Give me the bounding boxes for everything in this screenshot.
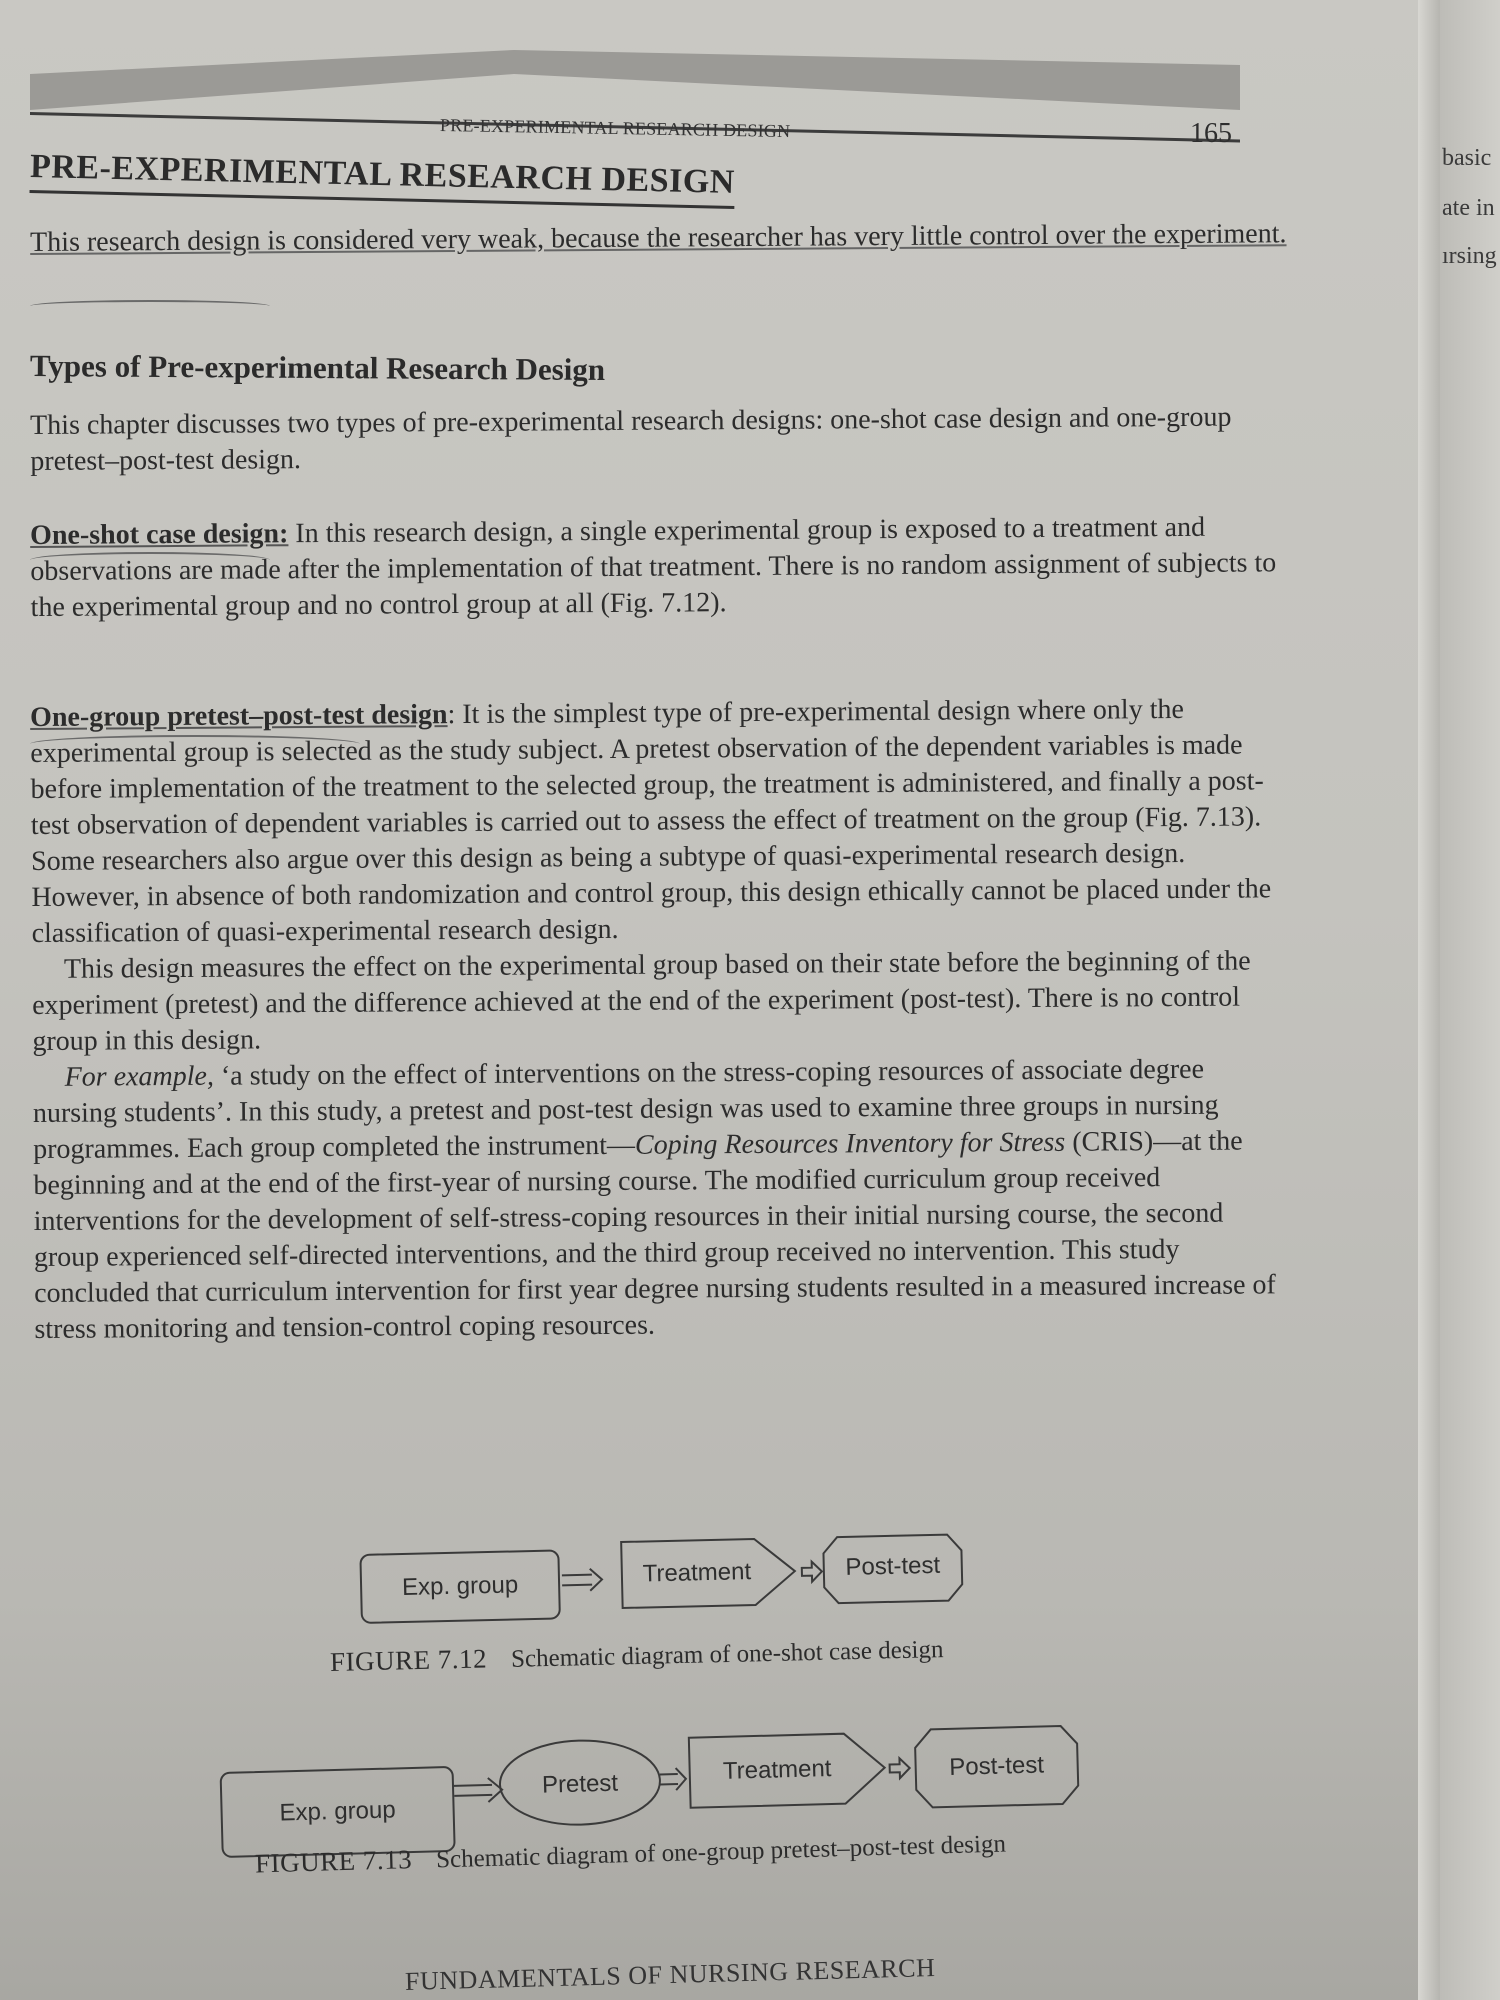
figure-7-13-label: FIGURE 7.13: [254, 1844, 413, 1879]
one-group-paragraph: [30, 691, 1292, 952]
intro-text: This research design is considered very weak, because the researcher has very little control over the experiment.: [30, 218, 1287, 258]
treatment-node: Treatment: [642, 1558, 752, 1588]
exp-group-node: Exp. group: [220, 1766, 456, 1858]
book-gutter: [1418, 0, 1442, 2000]
pen-underline: [30, 300, 270, 312]
double-arrow-icon: [562, 1568, 602, 1591]
example-body-2: (CRIS)—at the beginning and at the end of the first-year of nursing course. The modified curriculum group received interventions for the development of self-stress-coping resources in their initial nursing course, the second group experienced self-directed interventions, and the third group received no intervention. This study concluded that curriculum intervention for first year degree nursing students resulted in a measured increase of stress monitoring and tension-control coping resources.: [33, 1125, 1276, 1345]
exp-group-node: Exp. group: [359, 1549, 561, 1624]
double-arrow-icon: [454, 1778, 503, 1803]
figure-7-13-text: Schematic diagram of one-group pretest–post-test design: [435, 1830, 1007, 1874]
example-body-1: ‘a study on the effect of interventions on the stress-coping resources of associate degree nursing students’. In this study, a pretest and post-test design was used to examine three groups in nursing programmes. Each group completed the instrument—: [32, 1053, 1219, 1165]
section-heading: Types of Pre-experimental Research Design: [29, 347, 606, 388]
running-head: PRE-EXPERIMENTAL RESEARCH DESIGN: [439, 114, 791, 142]
one-group-body: : It is the simplest type of pre-experimental design where only the experimental group is selected as the study subject. A pretest observation of the dependent variables is made before implementation of the treatment to the selected group, the treatment is administered, and finally a post-test observation of dependent variables is carried out to assess the effect of treatment on the group (Fig. 7.13). Some researchers also argue over this design as being a subtype of quasi-experimental research design. However, in absence of both randomization and control group, this design ethically cannot be placed under the classification of quasi-experimental research design.: [30, 693, 1272, 949]
one-shot-body: In this research design, a single experimental group is exposed to a treatment and observations are made after the implementation of that treatment. There is no random assignment of subjects to the experimental group and no control group at all (Fig. 7.12).: [30, 511, 1277, 623]
pretest-node: Pretest: [541, 1769, 619, 1799]
example-instrument: Coping Resources Inventory for Stress: [634, 1126, 1066, 1161]
hollow-arrow-icon: [802, 1561, 822, 1581]
adjacent-page: [1440, 0, 1500, 2000]
post-test-node: Post-test: [845, 1551, 941, 1581]
types-overview: This chapter discusses two types of pre-experimental research designs: one-shot case design and one-group pretest–post-test design.: [30, 401, 1232, 477]
book-title-footer: FUNDAMENTALS OF NURSING RESEARCH: [404, 1953, 936, 1996]
figure-7-12-label: FIGURE 7.12: [329, 1643, 488, 1677]
example-lead: For example,: [64, 1060, 215, 1093]
pen-underline: [30, 552, 270, 568]
one-shot-term: One-shot case design:: [30, 518, 289, 551]
hollow-arrow-icon: [889, 1758, 910, 1779]
chapter-title: PRE-EXPERIMENTAL RESEARCH DESIGN: [29, 148, 735, 209]
adjacent-text-fragment: basic: [1442, 145, 1492, 171]
treatment-node: Treatment: [722, 1755, 832, 1785]
one-shot-paragraph: [30, 509, 1291, 626]
example-paragraph: [33, 1051, 1295, 1348]
one-group-paragraph-2: This design measures the effect on the experimental group based on their state before the beginning of the experiment (pretest) and the difference achieved at the end of the experiment (post-test). There is no control group in this design.: [32, 945, 1251, 1057]
post-test-node: Post-test: [948, 1751, 1045, 1781]
adjacent-text-fragment: ate in: [1442, 195, 1495, 221]
one-group-term: One-group pretest–post-test design: [30, 699, 448, 733]
page-number: 165: [1190, 118, 1232, 149]
one-group-section: [30, 691, 1294, 1348]
adjacent-text-fragment: ırsing: [1442, 243, 1497, 269]
chapter-intro: [30, 216, 1290, 261]
figure-7-12-text: Schematic diagram of one-shot case design: [510, 1636, 944, 1673]
figure-7-12-diagram: [359, 1520, 1061, 1636]
double-arrow-icon: [660, 1768, 687, 1791]
pen-underline: [30, 735, 360, 753]
figure-7-12-caption: [330, 1633, 944, 1678]
